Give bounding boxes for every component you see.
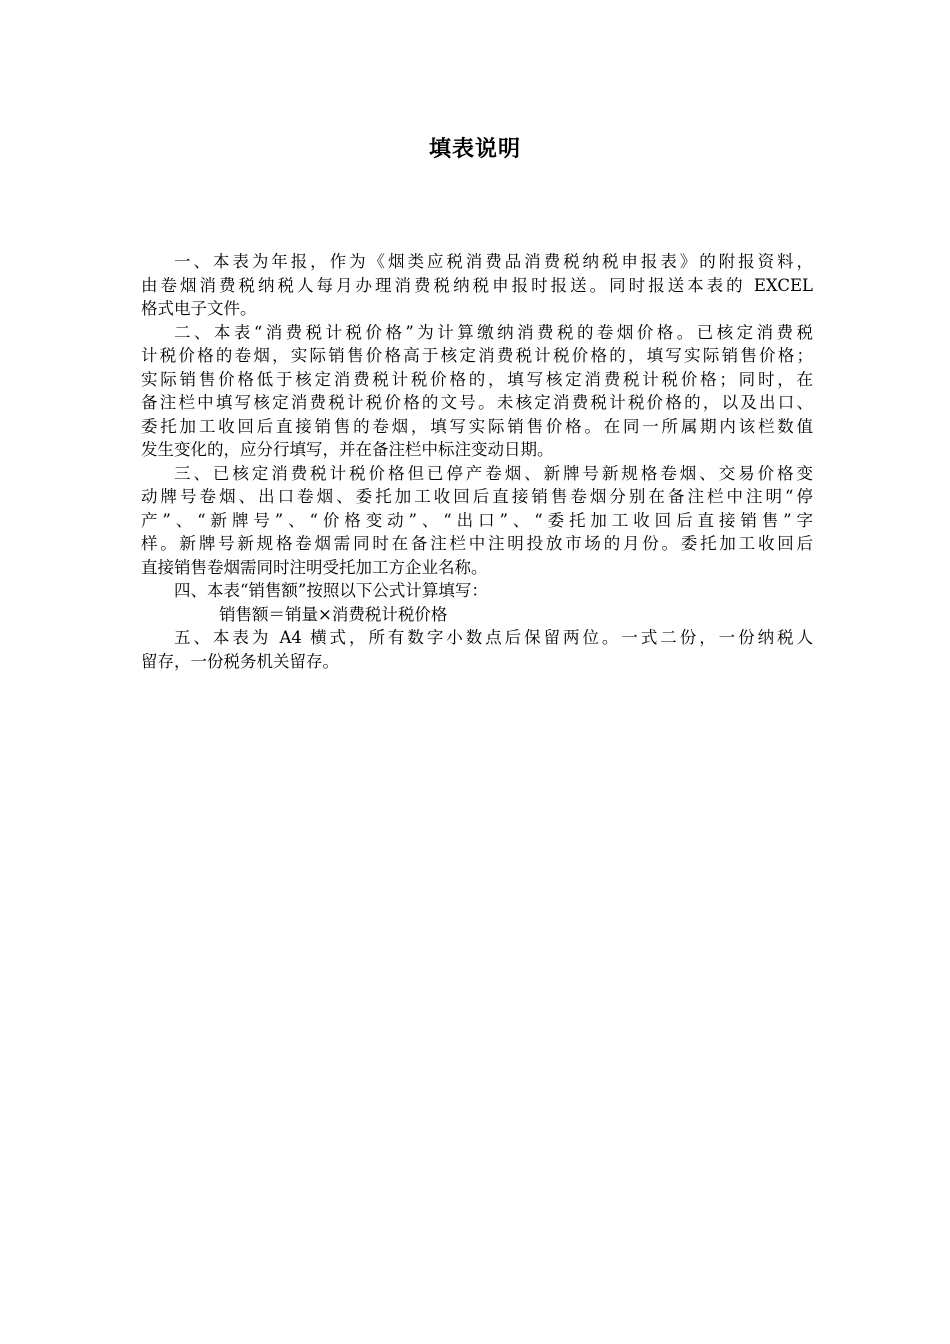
paragraph-4 <box>141 579 813 603</box>
text-line: 留存，一份税务机关留存。 <box>141 651 339 671</box>
text-line: 直接销售卷烟需同时注明受托加工方企业名称。 <box>141 557 488 577</box>
formula-line: 销售额＝销量×消费税计税价格 <box>219 604 448 624</box>
paragraph-3 <box>141 462 813 580</box>
formula <box>141 603 813 627</box>
text-line: 样。新牌号新规格卷烟需同时在备注栏中注明投放市场的月份。委托加工收回后 <box>141 534 813 553</box>
text-line: 四、本表“销售额”按照以下公式计算填写： <box>174 581 488 600</box>
instructions-body <box>141 250 813 673</box>
text-line: 二、本表“消费税计税价格”为计算缴纳消费税的卷烟价格。已核定消费税 <box>174 322 813 342</box>
text-line: 发生变化的，应分行填写，并在备注栏中标注变动日期。 <box>141 440 554 459</box>
paragraph-2 <box>141 321 813 462</box>
text-line: 五、本表为 A4 横式，所有数字小数点后保留两位。一式二份，一份纳税人 <box>174 628 813 647</box>
text-line: 计税价格的卷烟，实际销售价格高于核定消费税计税价格的，填写实际销售价格； <box>141 346 813 365</box>
text-line: 动牌号卷烟、出口卷烟、委托加工收回后直接销售卷烟分别在备注栏中注明“停 <box>141 487 813 506</box>
text-line: 备注栏中填写核定消费税计税价格的文号。未核定消费税计税价格的，以及出口、 <box>141 393 813 412</box>
text-line: 由卷烟消费税纳税人每月办理消费税纳税申报时报送。同时报送本表的 EXCEL <box>141 275 813 295</box>
paragraph-5 <box>141 626 813 673</box>
document-title: 填表说明 <box>428 137 521 162</box>
paragraph-1 <box>141 250 813 321</box>
text-line: 三、已核定消费税计税价格但已停产卷烟、新牌号新规格卷烟、交易价格变 <box>174 463 813 483</box>
text-line: 产”、“新牌号”、“价格变动”、“出口”、“委托加工收回后直接销售”字 <box>141 510 813 530</box>
text-line: 格式电子文件。 <box>141 299 257 318</box>
text-line: 委托加工收回后直接销售的卷烟，填写实际销售价格。在同一所属期内该栏数值 <box>141 416 813 436</box>
text-line: 一、本表为年报，作为《烟类应税消费品消费税纳税申报表》的附报资料， <box>174 252 813 271</box>
text-line: 实际销售价格低于核定消费税计税价格的，填写核定消费税计税价格；同时，在 <box>141 369 813 389</box>
